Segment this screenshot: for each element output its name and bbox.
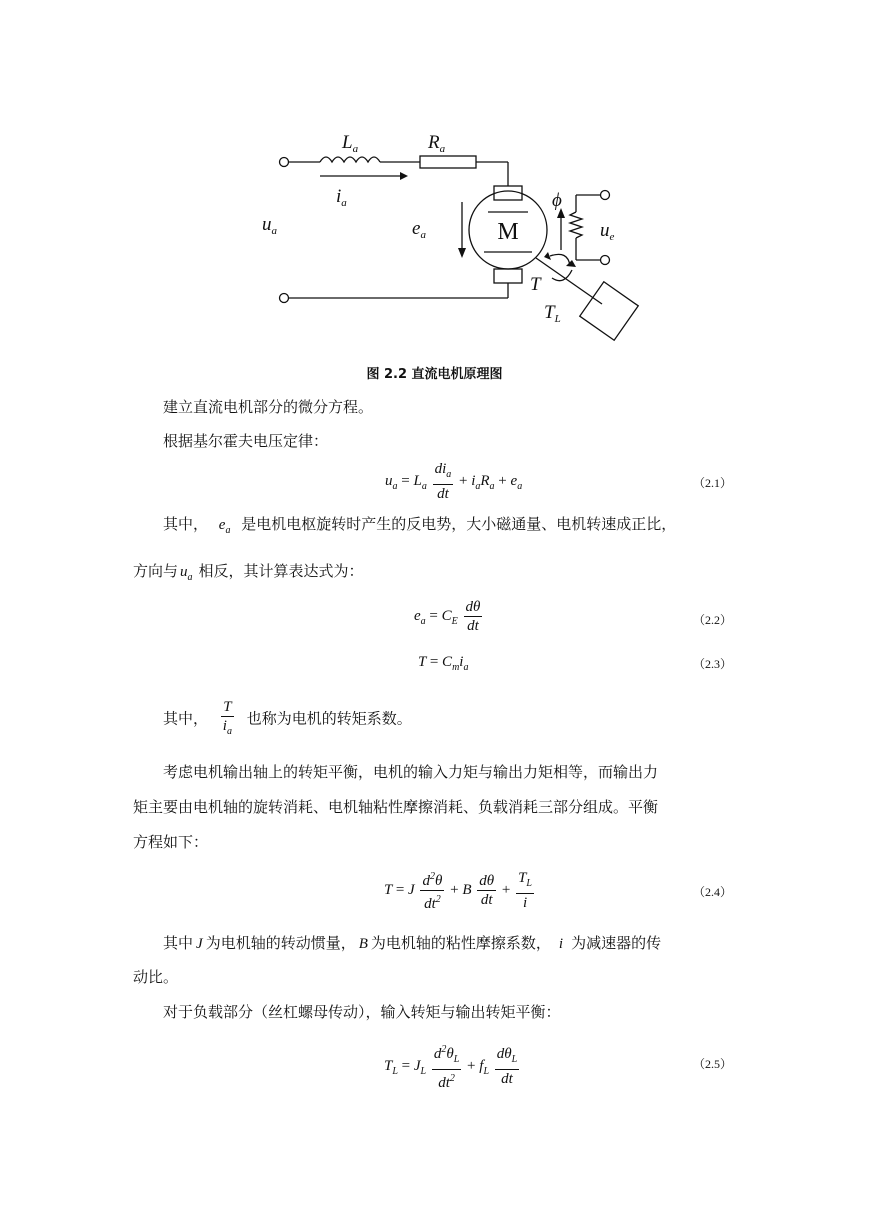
equation-2-3: $T = C_mi_a$ — [418, 654, 469, 673]
paragraph-2: 根据基尔霍夫电压定律： — [163, 432, 329, 450]
label-TL: T — [544, 302, 555, 323]
label-motor: M — [497, 219, 519, 245]
terminal-top-left — [280, 158, 289, 167]
paragraph-1: 建立直流电机部分的微分方程。 — [163, 398, 374, 416]
brush-bottom — [494, 269, 522, 283]
paragraph-3: 其中， $e_a$ 是电机电枢旋转时产生的反电势，大小磁通量、电机转速成正比， — [163, 515, 677, 536]
paragraph-7: 矩主要由电机轴的旋转消耗、电机轴粘性摩擦消耗、负载消耗三部分组成。平衡 — [133, 798, 659, 816]
paragraph-4: 方向与 $u_a$ 相反，其计算表达式为： — [133, 562, 364, 583]
label-ua: u — [262, 214, 272, 235]
equation-number-2-2: （2.2） — [693, 613, 733, 627]
resistor-Ra — [420, 156, 476, 168]
figure-caption: 图 2.2 直流电机原理图 — [366, 367, 503, 382]
equation-2-2: $e_a = C_E$ $\frac{d\theta}{dt}$ — [414, 599, 481, 634]
equation-number-2-1: （2.1） — [693, 476, 733, 490]
terminal-field-top — [601, 191, 610, 200]
equation-number-2-4: （2.4） — [693, 885, 733, 899]
svg-text:La: $L_a$ — [342, 132, 359, 155]
equation-number-2-3: （2.3） — [693, 657, 733, 671]
label-ea: e — [412, 218, 421, 239]
svg-text:ua: $u_a$ — [262, 214, 277, 237]
brush-top — [494, 186, 522, 200]
label-ia: i — [336, 186, 342, 207]
equation-2-4: T = J $\frac{d^2\theta}{dt^2}$ + B $\frac{d\theta}{dt}$ + $\frac{T_L}{i}$ — [384, 870, 532, 912]
load-box — [580, 282, 638, 340]
svg-text:ia: $i_a$ — [336, 186, 347, 209]
label-T: T — [530, 274, 541, 295]
label-Ra: R — [428, 132, 440, 153]
terminal-bottom-left — [280, 294, 289, 303]
paragraph-9: 其中 J 为电机轴的转动惯量， B 为电机轴的粘性摩擦系数， i 为减速器的传 — [163, 934, 662, 952]
svg-text:Ra: $R_a$ — [428, 132, 446, 155]
label-ue: u — [600, 220, 610, 241]
paragraph-10: 动比。 — [133, 968, 179, 986]
paragraph-8: 方程如下： — [133, 833, 209, 851]
equation-2-1: $u_a = L_a$ $\frac{di_a}{dt}$ + $i_aR_a + e_a$ — [385, 461, 523, 502]
svg-text:TL: $T_L$ — [544, 302, 561, 325]
label-La: L — [342, 132, 353, 153]
equation-2-5: $T_L = J_L$ $\frac{d^2\theta_L}{dt^2}$ + $f_L$ $\frac{d\theta_L}{dt}$ — [384, 1041, 521, 1092]
svg-text:ea: $e_a$ — [412, 218, 426, 241]
paragraph-5: 其中， $\frac{T}{i_a}$ 也称为电机的转矩系数。 — [163, 699, 412, 737]
paragraph-11: 对于负载部分（丝杠螺母传动），输入转矩与输出转矩平衡： — [163, 1003, 561, 1021]
inductor-La — [320, 157, 380, 162]
equation-number-2-5: （2.5） — [693, 1057, 733, 1071]
label-phi: ϕ — [552, 190, 562, 211]
svg-text:ue: $u_e$ — [600, 220, 615, 243]
terminal-field-bottom — [601, 256, 610, 265]
field-coil — [570, 212, 582, 238]
dc-motor-diagram — [250, 120, 660, 350]
paragraph-6: 考虑电机输出轴上的转矩平衡，电机的输入力矩与输出力矩相等，而输出力 — [163, 763, 659, 781]
